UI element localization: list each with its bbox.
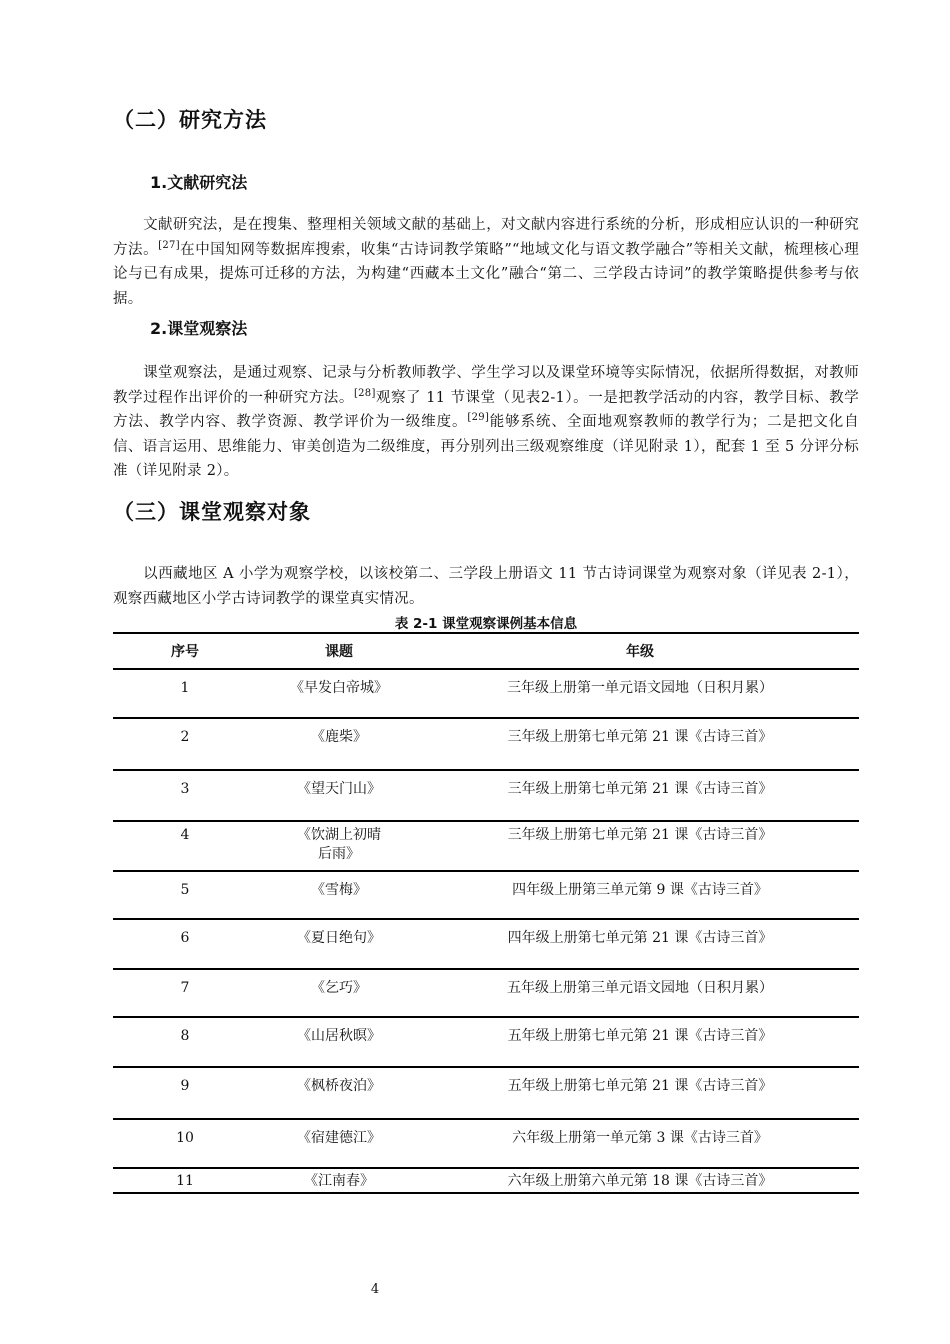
paragraph-observation-objects: 以西藏地区 A 小学为观察学校，以该校第二、三学段上册语文 11 节古诗词课堂为观察对象（详见表 2-1），观察西藏地区小学古诗词教学的课堂真实情况。	[113, 566, 859, 607]
cell-grade: 三年级上册第七单元第 21 课《古诗三首》	[507, 781, 773, 797]
cell-index: 6	[180, 930, 190, 946]
cell-index: 7	[180, 980, 190, 996]
cell-title: 《乞巧》	[311, 980, 367, 996]
cell-index: 2	[180, 729, 190, 745]
lesson-info-table	[113, 632, 859, 1194]
cell-title: 《鹿柴》	[311, 729, 367, 745]
cell-grade: 六年级上册第一单元第 3 课《古诗三首》	[512, 1130, 768, 1146]
cell-grade: 五年级上册第七单元第 21 课《古诗三首》	[507, 1028, 773, 1044]
citation-28: [28]	[353, 387, 376, 399]
header-title: 课题	[325, 644, 353, 660]
table-row	[113, 718, 859, 770]
paragraph-literature-method: 文献研究法，是在搜集、整理相关领域文献的基础上，对文献内容进行系统的分析，形成相应认识的一种研究方法。[27]在中国知网等数据库搜索，收集“古诗词教学策略”“地域文化与语文教学融合”等相关文献，梳理核心理论与已有成果，提炼可迁移的方法，为构建“西藏本土文化”融合“第二、三学段古诗词”的教学策略提供参考与依据。	[113, 217, 859, 307]
cell-index: 3	[180, 781, 190, 797]
header-grade: 年级	[626, 644, 654, 660]
cell-grade: 三年级上册第一单元语文园地（日积月累）	[507, 680, 773, 696]
cell-index: 9	[180, 1078, 190, 1094]
cell-title: 《饮湖上初晴后雨》	[297, 827, 381, 862]
table-row	[113, 821, 859, 871]
header-index: 序号	[171, 644, 199, 660]
cell-title: 《早发白帝城》	[290, 680, 388, 696]
section-heading-methods: （二）研究方法	[113, 108, 267, 132]
page-number: 4	[370, 1282, 380, 1297]
subheading-literature-method: 1.文献研究法	[150, 173, 248, 192]
table-caption: 表 2-1 课堂观察课例基本信息	[394, 616, 578, 632]
cell-index: 8	[180, 1028, 190, 1044]
cell-index: 5	[180, 882, 190, 898]
cell-grade: 六年级上册第六单元第 18 课《古诗三首》	[507, 1173, 773, 1189]
cell-index: 1	[180, 680, 190, 696]
paragraph-observation-method: 课堂观察法，是通过观察、记录与分析教师教学、学生学习以及课堂环境等实际情况，依据所得数据，对教师教学过程作出评价的一种研究方法。[28]观察了 11 节课堂（见表2-1）。一是把教学活动的内容，教学目标、教学方法、教学内容、教学资源、教学评价为一级维度。[29]能够系统、全面地观察教师的教学行为；二是把文化自信、语言运用、思维能力、审美创造为二级维度，再分别列出三级观察维度（详见附录 1），配套 1 至 5 分评分标准（详见附录 2）。	[113, 365, 859, 479]
cell-grade: 四年级上册第七单元第 21 课《古诗三首》	[507, 930, 773, 946]
table-row	[113, 871, 859, 919]
cell-index: 10	[176, 1130, 194, 1146]
table-row	[113, 770, 859, 821]
table-row	[113, 969, 859, 1017]
cell-grade: 四年级上册第三单元第 9 课《古诗三首》	[512, 882, 768, 898]
cell-title: 《夏日绝句》	[297, 930, 381, 946]
cell-title: 《雪梅》	[311, 882, 367, 898]
cell-title: 《山居秋暝》	[297, 1028, 381, 1044]
table-header-row	[113, 633, 859, 669]
cell-title: 《宿建德江》	[297, 1130, 381, 1146]
section-heading-observation-objects: （三）课堂观察对象	[113, 500, 311, 524]
cell-grade: 五年级上册第三单元语文园地（日积月累）	[507, 980, 773, 996]
cell-title: 《望天门山》	[297, 781, 381, 797]
cell-title: 《枫桥夜泊》	[297, 1078, 381, 1094]
table-row	[113, 1119, 859, 1168]
citation-27: [27]	[158, 239, 180, 251]
cell-index: 4	[180, 827, 190, 843]
citation-29: [29]	[467, 412, 490, 423]
cell-title: 《江南春》	[304, 1173, 374, 1189]
table-row	[113, 1168, 859, 1193]
cell-index: 11	[176, 1173, 194, 1189]
table-row	[113, 669, 859, 718]
table-row	[113, 1067, 859, 1119]
cell-grade: 三年级上册第七单元第 21 课《古诗三首》	[507, 729, 773, 745]
subheading-observation-method: 2.课堂观察法	[150, 319, 248, 338]
table-row	[113, 919, 859, 969]
table-row	[113, 1017, 859, 1067]
cell-grade: 五年级上册第七单元第 21 课《古诗三首》	[507, 1078, 773, 1094]
cell-grade: 三年级上册第七单元第 21 课《古诗三首》	[507, 827, 773, 843]
